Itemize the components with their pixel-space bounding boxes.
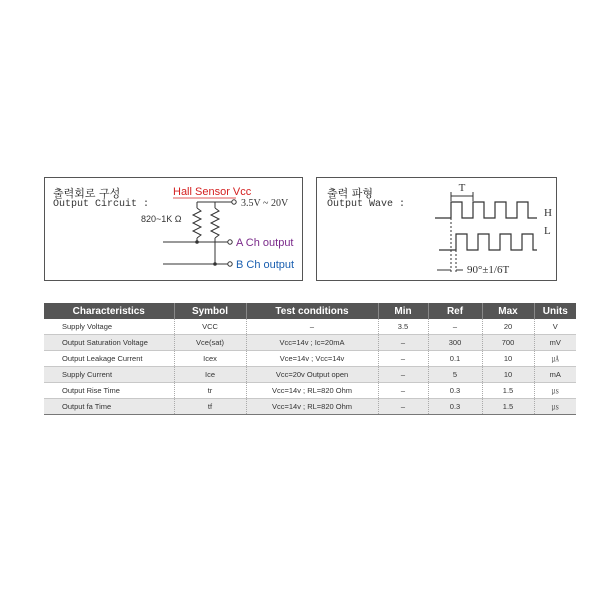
supply-terminal: [232, 200, 236, 204]
b-terminal: [228, 262, 232, 266]
cell-ref: 0.3: [428, 383, 482, 399]
high-level-label: H: [544, 207, 552, 219]
hall-sensor-vcc-label: Hall Sensor Vcc: [173, 186, 252, 198]
low-level-label: L: [544, 225, 551, 237]
cell-ref: 300: [428, 335, 482, 351]
cell-characteristic: Output fa Time: [44, 399, 174, 415]
resistor2-zigzag: [211, 208, 219, 238]
b-junction-dot: [213, 262, 217, 266]
circuit-title-english: Output Circuit :: [53, 199, 150, 210]
cell-test-conditions: Vcc=20v Output open: [246, 367, 378, 383]
table-row: [44, 367, 576, 383]
circuit-title-korean: 출력회로 구성: [53, 187, 121, 200]
characteristics-table: [44, 303, 576, 415]
a-junction-dot: [195, 240, 199, 244]
cell-units: V: [534, 319, 576, 335]
header-characteristics: Characteristics: [44, 303, 174, 319]
circuit-diagram: [45, 178, 304, 282]
table-row: [44, 399, 576, 415]
cell-ref: –: [428, 319, 482, 335]
header-max: Max: [482, 303, 534, 319]
header-units: Units: [534, 303, 576, 319]
phase-label: 90°±1/6T: [467, 264, 510, 276]
cell-units: mA: [534, 367, 576, 383]
table-row: [44, 383, 576, 399]
cell-symbol: tr: [174, 383, 246, 399]
cell-min: –: [378, 399, 428, 415]
cell-min: –: [378, 367, 428, 383]
table-header-row: [44, 303, 576, 319]
cell-test-conditions: Vce=14v ; Vcc=14v: [246, 351, 378, 367]
wave-title-english: Output Wave :: [327, 199, 406, 210]
channel-a-waveform: [435, 202, 537, 218]
table-row: [44, 351, 576, 367]
a-channel-label: A Ch output: [236, 237, 294, 249]
cell-max: 1.5: [482, 399, 534, 415]
output-circuit-panel: [44, 177, 303, 281]
channel-b-waveform: [439, 234, 537, 250]
cell-units: ㎂: [534, 351, 576, 367]
cell-characteristic: Output Rise Time: [44, 383, 174, 399]
cell-min: –: [378, 351, 428, 367]
cell-max: 700: [482, 335, 534, 351]
cell-max: 10: [482, 351, 534, 367]
cell-units: mV: [534, 335, 576, 351]
cell-symbol: Vce(sat): [174, 335, 246, 351]
wave-title-korean: 출력 파형: [327, 187, 374, 200]
cell-characteristic: Supply Voltage: [44, 319, 174, 335]
header-min: Min: [378, 303, 428, 319]
cell-units: ㎲: [534, 399, 576, 415]
resistor1-zigzag: [193, 208, 201, 238]
cell-symbol: tf: [174, 399, 246, 415]
cell-ref: 0.1: [428, 351, 482, 367]
a-terminal: [228, 240, 232, 244]
table-row: [44, 335, 576, 351]
resistor-value-label: 820~1K Ω: [141, 214, 182, 224]
cell-test-conditions: Vcc=14v ; Ic=20mA: [246, 335, 378, 351]
cell-max: 1.5: [482, 383, 534, 399]
cell-characteristic: Output Saturation Voltage: [44, 335, 174, 351]
cell-symbol: VCC: [174, 319, 246, 335]
cell-characteristic: Output Leakage Current: [44, 351, 174, 367]
cell-ref: 0.3: [428, 399, 482, 415]
b-channel-label: B Ch output: [236, 259, 295, 271]
cell-test-conditions: Vcc=14v ; RL=820 Ohm: [246, 399, 378, 415]
cell-symbol: Icex: [174, 351, 246, 367]
table-row: [44, 319, 576, 335]
cell-test-conditions: Vcc=14v ; RL=820 Ohm: [246, 383, 378, 399]
supply-voltage-label: 3.5V ~ 20V: [241, 198, 289, 209]
output-wave-panel: [316, 177, 557, 281]
cell-units: ㎲: [534, 383, 576, 399]
period-label: T: [458, 182, 466, 194]
cell-symbol: Ice: [174, 367, 246, 383]
cell-characteristic: Supply Current: [44, 367, 174, 383]
cell-max: 10: [482, 367, 534, 383]
cell-min: –: [378, 383, 428, 399]
header-symbol: Symbol: [174, 303, 246, 319]
cell-min: –: [378, 335, 428, 351]
header-ref: Ref: [428, 303, 482, 319]
cell-max: 20: [482, 319, 534, 335]
cell-ref: 5: [428, 367, 482, 383]
waveform-diagram: [317, 178, 558, 282]
header-test-conditions: Test conditions: [246, 303, 378, 319]
cell-test-conditions: –: [246, 319, 378, 335]
cell-min: 3.5: [378, 319, 428, 335]
